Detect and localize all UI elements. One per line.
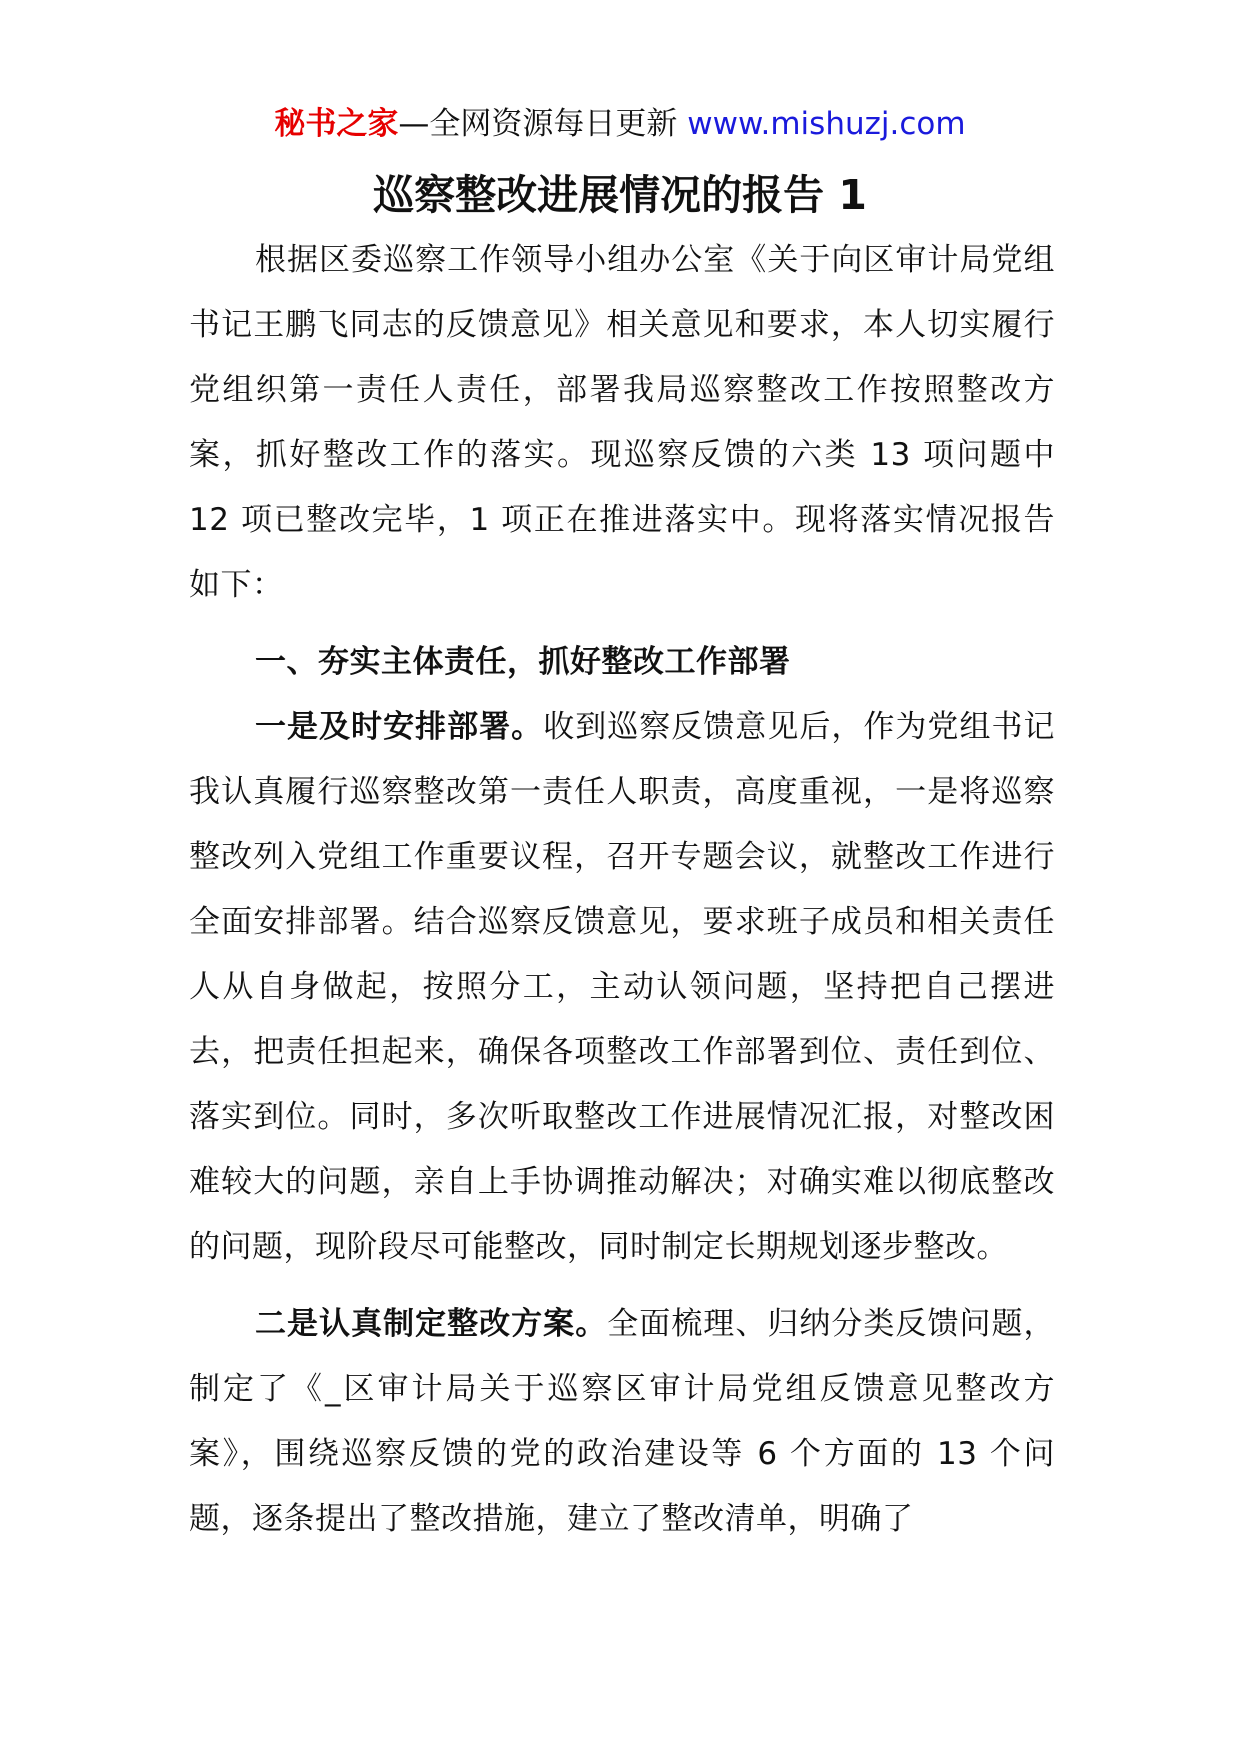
paragraph-arrangement-lead: 一是及时安排部署。 [255,709,544,745]
paragraph-plan-text: 全面梳理、归纳分类反馈问题，制定了《_区审计局关于巡察区审计局党组反馈意见整改方案》，围绕巡察反馈的党的政治建设等 6 个方面的 13 个问题，逐条提出了整改措施，建立了整改清单，明确了 [189,1306,1056,1537]
section-heading-1-text: 一、夯实主体责任，抓好整改工作部署 [255,644,791,680]
paragraph-arrangement [189,695,1055,1280]
intro-paragraph-text: 根据区委巡察工作领导小组办公室《关于向区审计局党组书记王鹏飞同志的反馈意见》相关意见和要求，本人切实履行党组织第一责任人责任，部署我局巡察整改工作按照整改方案，抓好整改工作的落实。现巡察反馈的六类 13 项问题中 12 项已整改完毕，1 项正在推进落实中。现将落实情况报告如下： [189,242,1055,603]
document-title: 巡察整改进展情况的报告 1 [373,171,867,219]
intro-paragraph [189,228,1055,618]
site-header [0,100,1240,148]
paragraph-arrangement-text: 收到巡察反馈意见后，作为党组书记我认真履行巡察整改第一责任人职责，高度重视，一是将巡察整改列入党组工作重要议程，召开专题会议，就整改工作进行全面安排部署。结合巡察反馈意见，要求班子成员和相关责任人从自身做起，按照分工，主动认领问题，坚持把自己摆进去，把责任担起来，确保各项整改工作部署到位、责任到位、落实到位。同时，多次听取整改工作进展情况汇报，对整改困难较大的问题，亲自上手协调推动解决；对确实难以彻底整改的问题，现阶段尽可能整改，同时制定长期规划逐步整改。 [189,709,1055,1265]
brand-name: 秘书之家 [274,106,399,142]
paragraph-plan [189,1292,1055,1552]
section-heading-1 [189,630,1055,695]
document-body [189,228,1055,1552]
site-url-link[interactable]: www.mishuzj.com [687,106,966,142]
site-tagline: —全网资源每日更新 [398,106,688,142]
paragraph-plan-lead: 二是认真制定整改方案。 [255,1306,608,1342]
